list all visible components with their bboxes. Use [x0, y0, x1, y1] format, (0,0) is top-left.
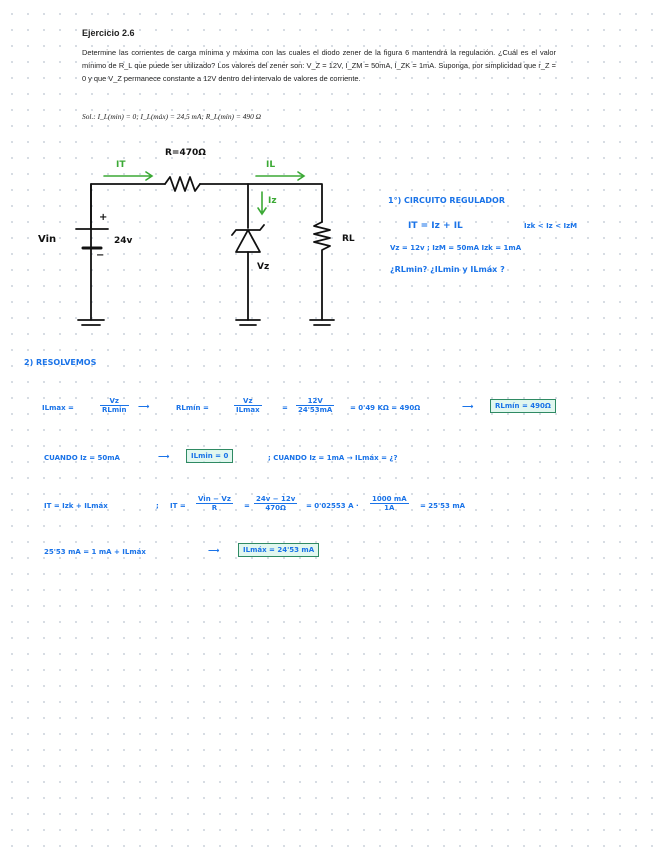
- arrow: ⟶: [138, 402, 150, 411]
- il-arrow: [256, 172, 304, 180]
- vin-label: Vin: [38, 234, 57, 245]
- problem-statement: Determine las corrientes de carga mínima y máxima con las cuales el diodo zener de la figura 6 mantendrá la regulación. ¿Cuál es el valor mínimo de R_L que puede ser utilizado? Los valores del zener son: V_Z = 12V, I_ZM = 50mA, I_ZK = 1mA. Suponga, por simplicidad que r_Z = 0 y que V_Z permanece constante a 12V dentro del intervalo de valores de corriente.: [82, 48, 556, 83]
- fraction-denominator: 1A: [384, 504, 395, 512]
- section1-title: 1°) CIRCUITO REGULADOR: [388, 196, 505, 205]
- ilmin-answer-box: ILmin = 0: [186, 449, 233, 463]
- source-value: 24v: [114, 236, 133, 246]
- ground-left: [78, 320, 104, 325]
- vz-label: Vz: [257, 262, 270, 272]
- fraction-numerator: Vz: [234, 397, 262, 406]
- case-iz-50ma: CUANDO Iz = 50mA: [44, 454, 120, 462]
- zener-inequality: Izk < Iz < IzM: [524, 222, 578, 230]
- resistor-label: R=470Ω: [165, 148, 206, 158]
- exercise-title: Ejercicio 2.6: [82, 28, 135, 38]
- iz-label: Iz: [268, 196, 277, 206]
- fraction-denominator: 24'53mA: [298, 406, 333, 414]
- fraction-vin-vz-r: [196, 495, 233, 512]
- iz-arrow: [258, 192, 266, 214]
- fraction-numerator: 1000 mA: [372, 495, 407, 503]
- arrow: ⟶: [208, 546, 220, 555]
- equals-sign: =: [244, 502, 250, 510]
- fraction-numerator: Vin − Vz: [198, 495, 231, 503]
- fraction-numerator: Vz: [100, 397, 129, 406]
- fraction-denominator: 470Ω: [265, 504, 286, 512]
- arrow: ⟶: [158, 452, 170, 461]
- it-amperes: = 0'02553 A ·: [306, 502, 359, 510]
- it-sum-equation: IT = Izk + ILmáx: [44, 502, 108, 510]
- rl-label: RL: [342, 234, 355, 244]
- fraction-denominator: RLmin: [102, 406, 127, 414]
- fraction-denominator: ILmax: [236, 406, 260, 414]
- semicolon: ;: [156, 502, 159, 510]
- fraction-numerator: 12V: [296, 397, 334, 406]
- arrow: ⟶: [462, 402, 474, 411]
- case-iz-1ma: ; CUANDO Iz = 1mA → ILmáx = ¿?: [268, 454, 398, 462]
- wire-top-right: [200, 184, 322, 222]
- ground-load: [310, 320, 334, 325]
- zener-diode: [232, 225, 264, 252]
- plus-sign: +: [99, 212, 108, 223]
- ilmax-label: ILmax =: [42, 404, 74, 412]
- rlmin-result: = 0'49 KΩ = 490Ω: [350, 404, 421, 412]
- section2-title: 2) RESOLVEMOS: [24, 358, 97, 367]
- fraction-vz-rlmin: [100, 397, 129, 414]
- il-label: IL: [266, 160, 276, 170]
- fraction-12v-ilmax: [296, 397, 334, 414]
- ground-zener: [236, 320, 260, 325]
- given-values: Vz = 12v ; IzM = 50mA Izk = 1mA: [390, 244, 522, 252]
- it-result: = 25'53 mA: [420, 502, 466, 510]
- rlmin-answer-box: RLmín = 490Ω: [490, 399, 556, 413]
- fraction-ma-conversion: [370, 495, 409, 512]
- minus-sign: −: [96, 250, 105, 261]
- rlmin-label: RLmín =: [176, 404, 209, 412]
- series-resistor: [165, 177, 200, 191]
- fraction-24v-12v-470: [254, 495, 297, 512]
- load-resistor: [314, 222, 330, 320]
- it-arrow: [104, 172, 152, 180]
- it-label: IT: [116, 160, 126, 170]
- equals-sign: =: [282, 404, 288, 412]
- fraction-numerator: 24v − 12v: [256, 495, 296, 503]
- ilmax-answer-box: ILmáx = 24'53 mA: [238, 543, 319, 557]
- question-line: ¿RLmin? ¿ILmin y ILmáx ?: [390, 265, 505, 274]
- solution-line: Sol.: I_L(min) = 0; I_L(máx) = 24,5 mA; R_L(mín) = 490 Ω: [82, 112, 261, 121]
- fraction-vz-ilmax: [234, 397, 262, 414]
- ilmax-equation: 25'53 mA = 1 mA + ILmáx: [44, 548, 146, 556]
- it-label-eq: IT =: [170, 502, 186, 510]
- currents-equation: IT = Iz + IL: [408, 221, 463, 231]
- fraction-denominator: R: [211, 504, 218, 512]
